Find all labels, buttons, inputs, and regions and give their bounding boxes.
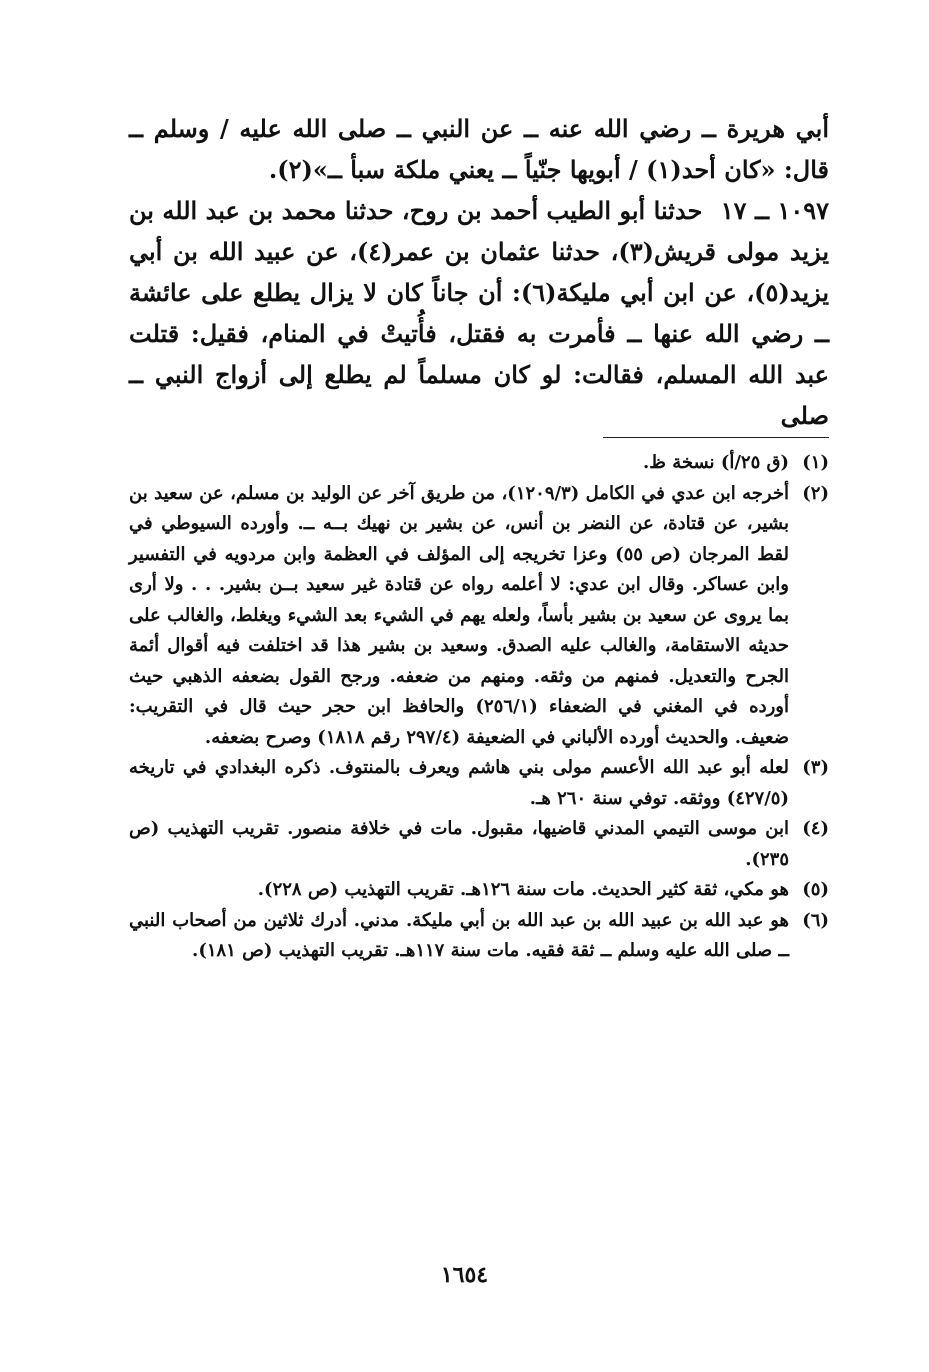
paragraph-continuation: أبي هريرة ــ رضي الله عنه ــ عن النبي ــ صلى الله عليه / وسلم ــ قال: «كان أحد(١) / أبويها جنّياً ــ يعني ملكة سبأ ــ»(٢). — [129, 114, 829, 184]
footnote-3 — [129, 753, 829, 814]
footnote-text: ابن موسى التيمي المدني قاضيها، مقبول. مات في خلافة منصور. تقريب التهذيب (ص ٢٣٥). — [129, 818, 789, 870]
footnote-number: (٣) — [802, 757, 829, 778]
footnote-4 — [129, 814, 829, 875]
footnote-text: (ق ٢٥/أ) نسخة ظ. — [643, 452, 789, 473]
hadith-paragraph — [129, 190, 829, 436]
footnote-2 — [129, 479, 829, 754]
hadith-number: ١٠٩٧ ــ ١٧ — [720, 196, 829, 225]
footnote-number: (١) — [802, 452, 829, 473]
hadith-text: حدثنا أبو الطيب أحمد بن روح، حدثنا محمد بن عبد الله بن يزيد مولى قريش(٣)، حدثنا عثمان بن عمر(٤)، عن عبيد الله بن أبي يزيد(٥)، عن ابن أبي مليكة(٦): أن جاناً كان لا يزال يطلع على عائشة ــ رضي الله عنها ــ فأمرت به فقتل، فأُتيتْ في المنام، فقيل: قتلت عبد الله المسلم، فقالت: لو كان مسلماً لم يطلع إلى أزواج النبي ــ صلى — [129, 196, 830, 430]
footnotes — [129, 448, 829, 967]
footnote-text: هو عبد الله بن عبيد الله بن عبد الله بن أبي مليكة. مدني. أدرك ثلاثين من أصحاب النبي ــ صلى الله عليه وسلم ــ ثقة فقيه. مات سنة ١١٧هـ. تقريب التهذيب (ص ١٨١). — [129, 909, 789, 961]
footnote-6 — [129, 906, 829, 967]
footnote-number: (٤) — [802, 818, 829, 839]
footnote-separator — [603, 437, 829, 438]
page-number: ١٦٥٤ — [440, 1262, 489, 1288]
footnote-text: أخرجه ابن عدي في الكامل (١٢٠٩/٣)، من طريق آخر عن الوليد بن مسلم، عن سعيد بن بشير، عن قتادة، عن النضر بن أنس، عن بشير بن نهيك بــه ــ. وأورده السيوطي في لقط المرجان (ص ٥٥) وعزا تخريجه إلى المؤلف في العظمة وابن مردويه في التفسير وابن عساكر. وقال ابن عدي: لا أعلمه رواه عن قتادة غير سعيد بــن بشير. . . ولا أرى بما يروى عن سعيد بن بشير بأساً، ولعله يهم في الشيء بعد الشيء ويغلط، والغالب على حديثه الاستقامة، والغالب عليه الصدق. وسعيد بن بشير هذا قد اختلفت فيه أقوال أئمة الجرح والتعديل. فمنهم من وثقه. ومنهم من ضعفه. ورجح القول بضعفه الذهبي حيث أورده في المغني في الضعفاء (٢٥٦/١) والحافظ ابن حجر حيث قال في التقريب: ضعيف. والحديث أورده الألباني في الضعيفة (٢٩٧/٤ رقم ١٨١٨) وصرح بضعفه. — [129, 482, 789, 748]
footnote-number: (٥) — [802, 879, 829, 900]
footnote-text: لعله أبو عبد الله الأعسم مولى بني هاشم ويعرف بالمنتوف. ذكره البغدادي في تاريخه (٤٢٧/٥) ووثقه. توفي سنة ٢٦٠ هـ. — [129, 757, 789, 809]
footnote-5 — [129, 875, 829, 906]
footnote-number: (٦) — [802, 909, 829, 931]
footnote-number: (٢) — [802, 482, 829, 504]
footnote-text: هو مكي، ثقة كثير الحديث. مات سنة ١٢٦هـ. تقريب التهذيب (ص ٢٢٨). — [257, 879, 789, 900]
main-text — [129, 108, 829, 436]
footnote-1 — [129, 448, 829, 479]
